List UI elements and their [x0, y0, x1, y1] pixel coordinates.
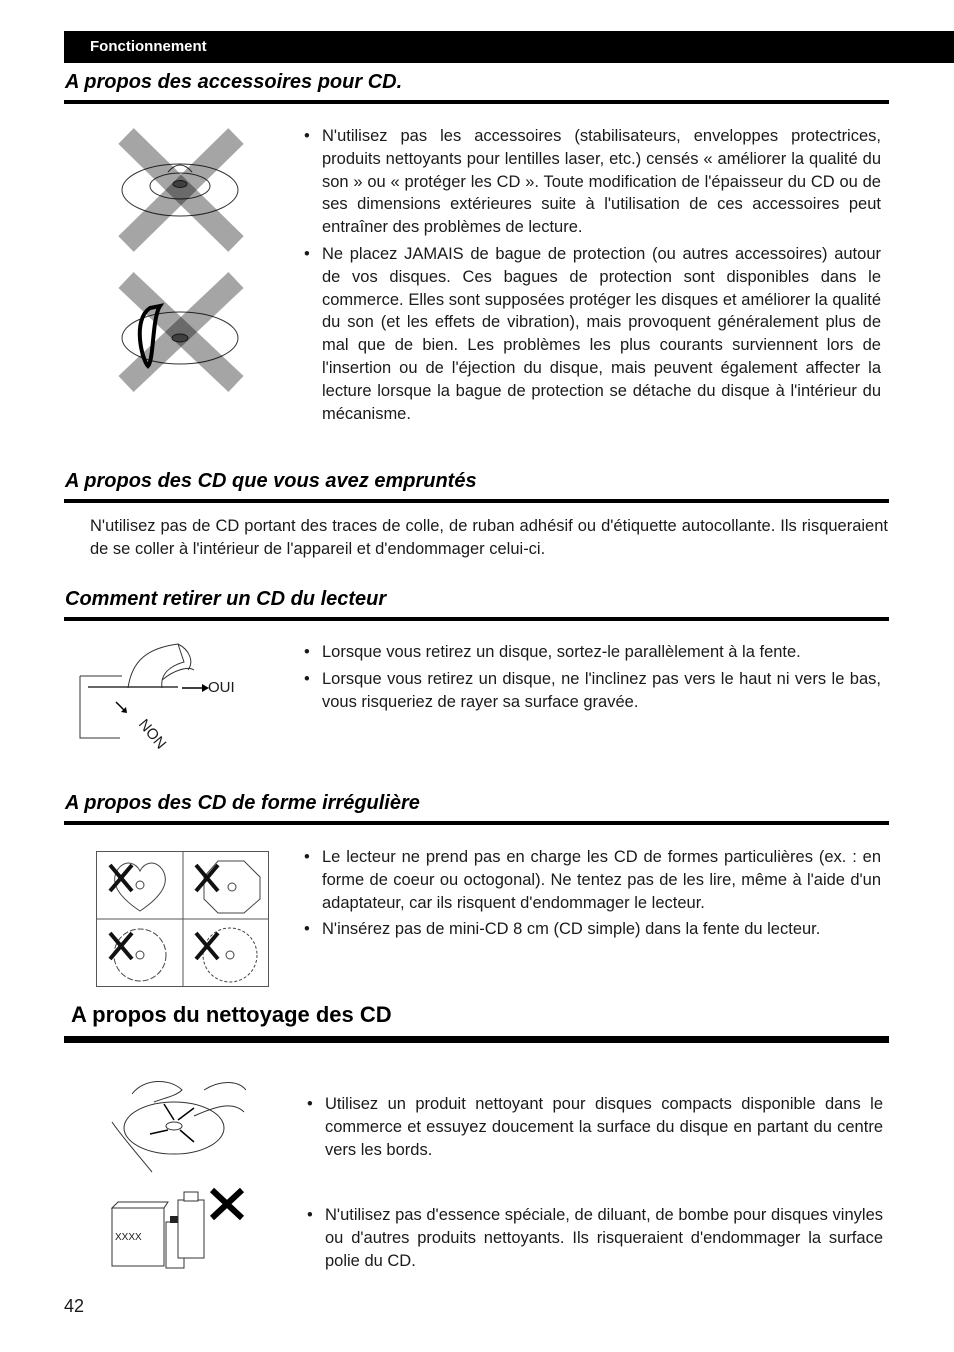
stabilizer-no-icon: [112, 128, 252, 252]
irregular-heading: A propos des CD de forme irrégulière: [65, 792, 420, 814]
solvent-no-icon: [108, 1186, 250, 1272]
product-label: XXXX: [115, 1232, 142, 1243]
yes-label: OUI: [208, 679, 235, 696]
remove-heading: Comment retirer un CD du lecteur: [65, 588, 387, 610]
cleaning-bullets-2: [307, 1204, 883, 1276]
accessories-heading: A propos des accessoires pour CD.: [65, 71, 403, 93]
header-bar: [64, 31, 954, 63]
cleaning-bullets-1: [307, 1093, 883, 1165]
list-item: • Ne placez JAMAIS de bague de protection (ou autres accessoires) autour de vos disques. Ces bagues de protection sont disponibles dans le commerce. Elles sont supposées protéger les disques et améliorer la qualité du son (et les effets de vibration), mais provoquent généralement plus de mal que de bien. Les problèmes les plus courants surviennent lors de l'insertion ou de l'éjection du disque, mais peuvent également affecter la lecture lorsque la bague de protection se détache du disque à l'intérieur du mécanisme.: [304, 243, 881, 425]
list-item: • N'utilisez pas d'essence spéciale, de diluant, de bombe pour disques vinyles ou d'autres produits nettoyants. Ils risqueraient d'endommager la surface polie du CD.: [307, 1204, 883, 1272]
remove-bullets: [304, 641, 881, 717]
irregular-cd-grid: [96, 851, 270, 988]
cleaning-heading: A propos du nettoyage des CD: [71, 1002, 392, 1027]
section-label: Fonctionnement: [90, 38, 207, 55]
accessories-rule: [64, 100, 889, 104]
list-item: • N'utilisez pas les accessoires (stabilisateurs, enveloppes protectrices, produits nettoyants pour lentilles laser, etc.) censés « améliorer la qualité du son » ou « protéger les CD ». Toute modification de l'épaisseur du CD ou de ses dimensions extérieures suite à l'utilisation de ces accessoires peut entraîner des problèmes de lecture.: [304, 125, 881, 239]
borrowed-heading: A propos des CD que vous avez empruntés: [65, 470, 477, 492]
no-label: NON: [134, 716, 170, 753]
list-item: • Lorsque vous retirez un disque, ne l'inclinez pas vers le haut ni vers le bas, vous risqueriez de rayer sa surface gravée.: [304, 668, 881, 714]
protection-ring-no-icon: [112, 270, 252, 394]
remove-rule: [64, 617, 889, 621]
irregular-bullets: [304, 846, 881, 945]
borrowed-text: N'utilisez pas de CD portant des traces de colle, de ruban adhésif ou d'étiquette autocollante. Ils risqueraient de se coller à l'intérieur de l'appareil et d'endommager celui-ci.: [90, 517, 888, 558]
cleaning-rule: [64, 1036, 889, 1043]
list-item: • Utilisez un produit nettoyant pour disques compacts disponible dans le commerce et essuyez doucement la surface du disque en partant du centre vers les bords.: [307, 1093, 883, 1161]
cleaning-illustration: [104, 1072, 254, 1176]
list-item: • N'insérez pas de mini-CD 8 cm (CD simple) dans la fente du lecteur.: [304, 918, 881, 941]
irregular-rule: [64, 821, 889, 825]
accessories-bullets: [304, 125, 881, 429]
page-number: 42: [64, 1296, 85, 1316]
remove-disc-illustration: [78, 640, 278, 753]
list-item: • Le lecteur ne prend pas en charge les CD de formes particulières (ex. : en forme de coeur ou octogonal). Ne tentez pas de les lire, même à l'aide d'un adaptateur, car ils risquent d'endommager le lecteur.: [304, 846, 881, 914]
list-item: • Lorsque vous retirez un disque, sortez-le parallèlement à la fente.: [304, 641, 881, 664]
borrowed-rule: [64, 499, 889, 503]
